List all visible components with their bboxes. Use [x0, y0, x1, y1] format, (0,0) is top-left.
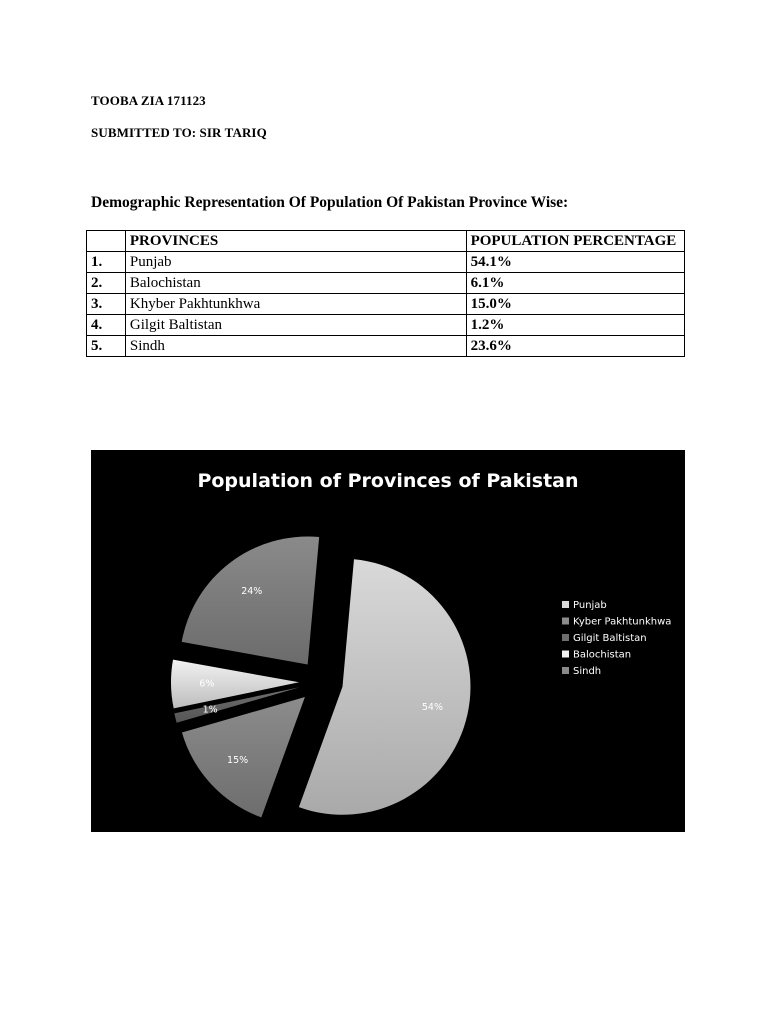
- legend-swatch-balochistan: [562, 651, 569, 658]
- pie-slice-sindh: [182, 537, 319, 665]
- table-row: [87, 273, 685, 294]
- pie-chart: [91, 450, 685, 832]
- submitted-to-line: SUBMITTED TO: SIR TARIQ: [91, 125, 267, 140]
- row-number: 5.: [87, 336, 126, 357]
- slice-label-punjab: 54%: [421, 701, 444, 713]
- legend-swatch-punjab: [562, 601, 569, 608]
- province-name: Punjab: [125, 252, 466, 273]
- row-number: 4.: [87, 315, 126, 336]
- province-name: Sindh: [125, 336, 466, 357]
- slice-label-balochistan: 6%: [199, 678, 215, 690]
- population-percentage: 15.0%: [466, 294, 684, 315]
- header-provinces: PROVINCES: [125, 231, 466, 252]
- header-number: [87, 231, 126, 252]
- author-line: TOOBA ZIA 171123: [91, 93, 206, 108]
- chart-legend: [562, 600, 671, 677]
- legend-swatch-kyber-pakhtunkhwa: [562, 618, 569, 625]
- legend-entry-kyber-pakhtunkhwa: Kyber Pakhtunkhwa: [573, 616, 672, 628]
- legend-entry-sindh: Sindh: [573, 666, 602, 677]
- population-table: [86, 230, 685, 357]
- pie-chart-panel: [91, 450, 685, 832]
- slice-label-sindh: 24%: [241, 586, 263, 598]
- row-number: 3.: [87, 294, 126, 315]
- pie-slices: [171, 537, 470, 818]
- table-row: [87, 315, 685, 336]
- row-number: 1.: [87, 252, 126, 273]
- document-title: Demographic Representation Of Population Of Pakistan Province Wise:: [91, 194, 569, 211]
- table-row: [87, 336, 685, 357]
- province-name: Gilgit Baltistan: [125, 315, 466, 336]
- table-row: [87, 252, 685, 273]
- legend-entry-balochistan: Balochistan: [573, 649, 632, 661]
- province-name: Khyber Pakhtunkhwa: [125, 294, 466, 315]
- chart-title: Population of Provinces of Pakistan: [197, 470, 579, 492]
- legend-swatch-gilgit-baltistan: [562, 634, 569, 641]
- legend-entry-punjab: Punjab: [573, 600, 607, 611]
- province-name: Balochistan: [125, 273, 466, 294]
- pie-slice-punjab: [299, 559, 471, 814]
- slice-label-gilgit-baltistan: 1%: [202, 704, 218, 716]
- header-population-percentage: POPULATION PERCENTAGE: [466, 231, 684, 252]
- population-percentage: 23.6%: [466, 336, 684, 357]
- slice-label-kyber-pakhtunkhwa: 15%: [227, 754, 249, 766]
- row-number: 2.: [87, 273, 126, 294]
- legend-entry-gilgit-baltistan: Gilgit Baltistan: [573, 633, 647, 644]
- table-row: [87, 294, 685, 315]
- table-header-row: [87, 231, 685, 252]
- population-percentage: 1.2%: [466, 315, 684, 336]
- population-percentage: 6.1%: [466, 273, 684, 294]
- population-percentage: 54.1%: [466, 252, 684, 273]
- legend-swatch-sindh: [562, 667, 569, 674]
